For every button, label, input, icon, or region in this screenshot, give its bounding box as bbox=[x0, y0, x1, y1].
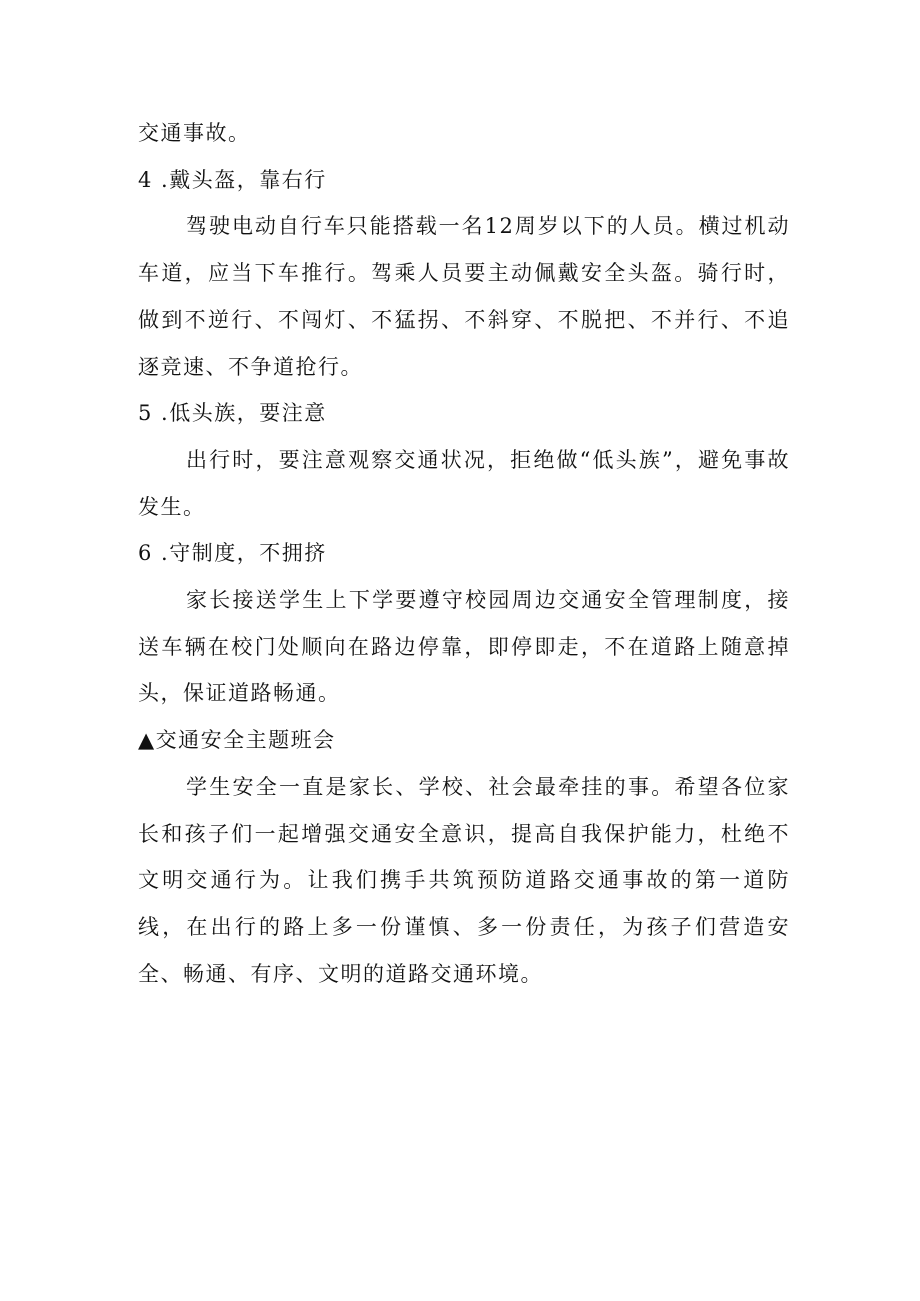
section-heading-5: 5 .低头族，要注意 bbox=[138, 401, 327, 426]
paragraph-school-rules: 家长接送学生上下学要遵守校园周边交通安全管理制度，接送车辆在校门处顺向在路边停靠，即停即走，不在道路上随意掉头，保证道路畅通。 bbox=[138, 588, 790, 706]
paragraph-phone: 出行时，要注意观察交通状况，拒绝做“低头族”，避免事故发生。 bbox=[138, 447, 790, 519]
section-heading-class-meeting: ▲交通安全主题班会 bbox=[138, 728, 336, 753]
document-body bbox=[138, 110, 790, 997]
section-heading-4: 4 .戴头盔，靠右行 bbox=[138, 167, 327, 192]
paragraph-continuation: 交通事故。 bbox=[138, 121, 251, 145]
section-heading-6: 6 .守制度，不拥挤 bbox=[138, 541, 327, 566]
paragraph-helmet: 驾驶电动自行车只能搭载一名12周岁以下的人员。横过机动车道，应当下车推行。驾乘人员要主动佩戴安全头盔。骑行时，做到不逆行、不闯灯、不猛拐、不斜穿、不脱把、不并行、不追逐竞速、不争道抢行。 bbox=[138, 214, 790, 379]
paragraph-conclusion: 学生安全一直是家长、学校、社会最牵挂的事。希望各位家长和孩子们一起增强交通安全意识，提高自我保护能力，杜绝不文明交通行为。让我们携手共筑预防道路交通事故的第一道防线，在出行的路上多一份谨慎、多一份责任，为孩子们营造安全、畅通、有序、文明的道路交通环境。 bbox=[138, 774, 790, 986]
